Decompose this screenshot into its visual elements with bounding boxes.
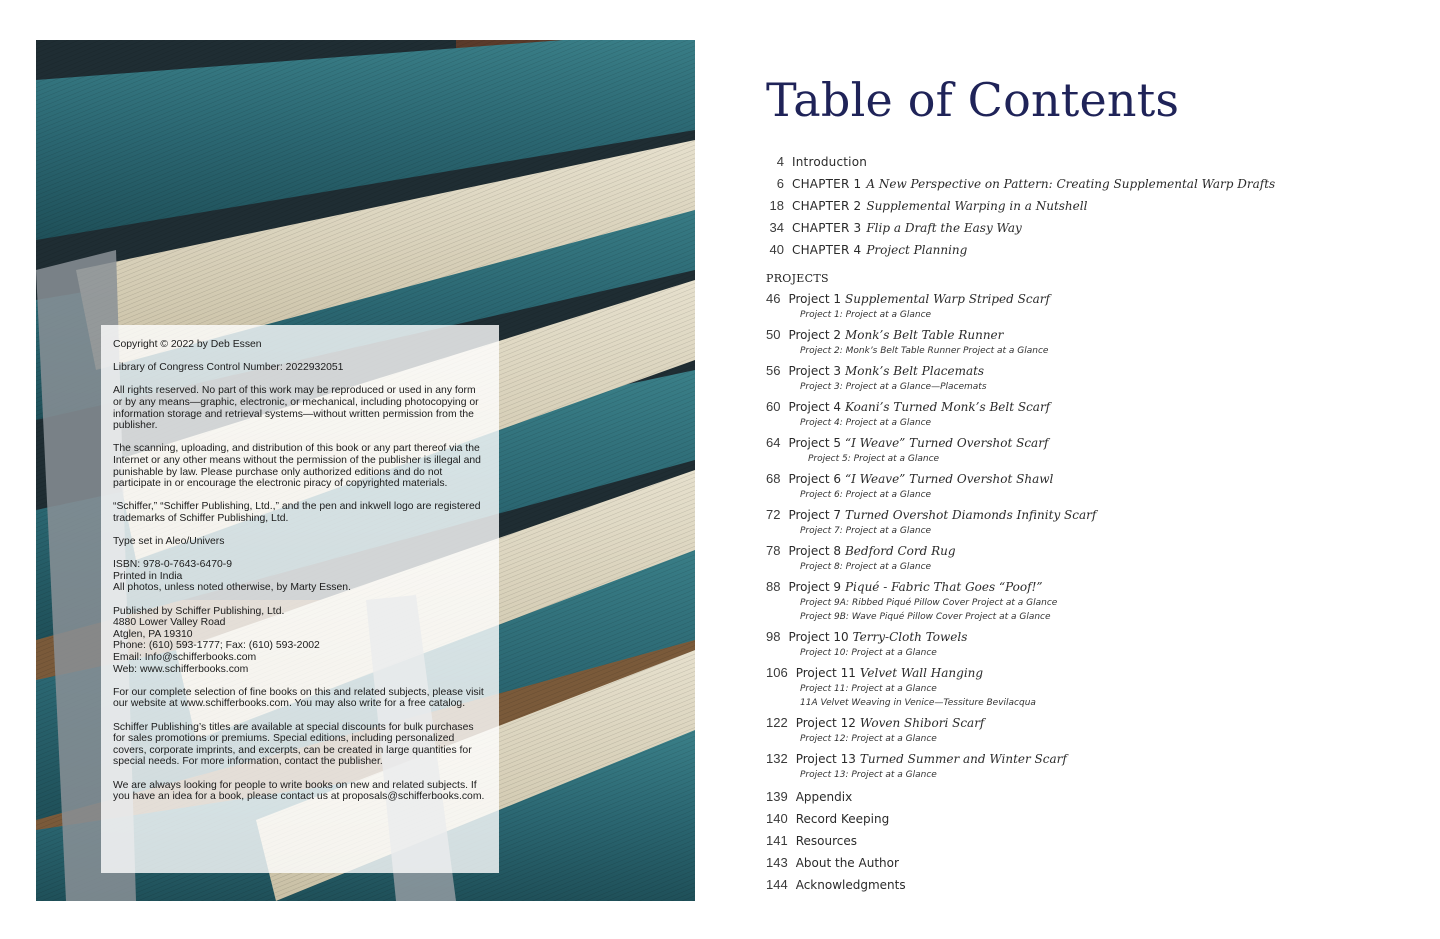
project-title: Turned Overshot Diamonds Infinity Scarf xyxy=(844,508,1097,522)
toc-entry-project-12[interactable] xyxy=(766,714,1406,746)
project-label: Project 5 xyxy=(788,436,841,450)
page-number: 141 xyxy=(766,833,788,848)
project-subentry: Project 11: Project at a Glance xyxy=(800,684,937,694)
toc-entry-appendix[interactable] xyxy=(766,786,1406,808)
rights-reserved-text: All rights reserved. No part of this work may be reproduced or used in any form or by any means—graphic, electronic, or mechanical, including photocopying or information storage and retrieval systems—without written permission from the publisher. xyxy=(113,385,479,432)
projects-heading: PROJECTS xyxy=(766,272,829,285)
back-matter xyxy=(766,786,1406,896)
page-number: 6 xyxy=(776,176,784,191)
toc-entry-project-5[interactable] xyxy=(766,434,1406,466)
project-label: Project 12 xyxy=(795,716,856,730)
page-number: 122 xyxy=(766,715,788,730)
toc-entry-project-6[interactable] xyxy=(766,470,1406,502)
bulk-purchase-note: Schiffer Publishing’s titles are available at special discounts for bulk purchases for sales promotions or premiums. Special editions, including personalized covers, corporate imprints, and excerpts, can be created in large quantities for special needs. For more information, contact the publisher. xyxy=(113,721,474,768)
chapter-label: CHAPTER 4 xyxy=(792,243,862,257)
page-number: 46 xyxy=(766,291,781,306)
project-subentry: Project 8: Project at a Glance xyxy=(800,562,932,572)
project-label: Project 1 xyxy=(788,292,841,306)
project-label: Project 4 xyxy=(788,400,841,414)
entry-label: Record Keeping xyxy=(795,812,890,826)
entry-label: Introduction xyxy=(792,155,868,169)
project-subentry: Project 9B: Wave Piqué Pillow Cover Project at a Glance xyxy=(800,612,1051,622)
toc-entry-chapter-2[interactable] xyxy=(766,195,1406,217)
project-label: Project 10 xyxy=(788,630,849,644)
entry-label: About the Author xyxy=(795,856,899,870)
project-title: Koani’s Turned Monk’s Belt Scarf xyxy=(844,400,1051,414)
project-subentry: Project 12: Project at a Glance xyxy=(800,734,937,744)
entry-label: Acknowledgments xyxy=(795,878,906,892)
page-number: 132 xyxy=(766,751,788,766)
toc-entry-project-11[interactable] xyxy=(766,664,1406,710)
toc-entry-record-keeping[interactable] xyxy=(766,808,1406,830)
page-number: 18 xyxy=(769,198,784,213)
toc-entry-project-8[interactable] xyxy=(766,542,1406,574)
project-subentry: Project 3: Project at a Glance—Placemats xyxy=(800,382,987,392)
page-number: 4 xyxy=(776,154,784,169)
project-title: Monk’s Belt Table Runner xyxy=(844,328,1004,342)
project-subentry: Project 9A: Ribbed Piqué Pillow Cover Project at a Glance xyxy=(800,598,1058,608)
project-label: Project 9 xyxy=(788,580,841,594)
chapter-title: A New Perspective on Pattern: Creating Supplemental Warp Drafts xyxy=(866,177,1276,191)
project-title: “I Weave” Turned Overshot Shawl xyxy=(844,472,1054,486)
toc-entry-resources[interactable] xyxy=(766,830,1406,852)
loc-control-number: Library of Congress Control Number: 2022932051 xyxy=(113,362,344,374)
toc-entry-chapter-3[interactable] xyxy=(766,217,1406,239)
project-label: Project 7 xyxy=(788,508,841,522)
page-number: 40 xyxy=(769,242,784,257)
project-subentry: Project 2: Monk’s Belt Table Runner Project at a Glance xyxy=(800,346,1049,356)
project-subentry: Project 7: Project at a Glance xyxy=(800,526,932,536)
catalog-note: For our complete selection of fine books on this and related subjects, please visit our website at www.schifferbooks.com. You may also write for a free catalog. xyxy=(113,686,484,710)
page-number: 60 xyxy=(766,399,781,414)
project-title: Turned Summer and Winter Scarf xyxy=(859,752,1067,766)
page-number: 64 xyxy=(766,435,781,450)
copyright-line: Copyright © 2022 by Deb Essen xyxy=(113,339,262,350)
project-title: Piqué - Fabric That Goes “Poof!” xyxy=(844,580,1043,594)
chapter-label: CHAPTER 2 xyxy=(792,199,862,213)
project-subentry: Project 4: Project at a Glance xyxy=(800,418,932,428)
project-label: Project 13 xyxy=(795,752,856,766)
page-number: 106 xyxy=(766,665,788,680)
project-subentry: 11A Velvet Weaving in Venice—Tessiture Bevilacqua xyxy=(800,698,1036,708)
publisher-address: Published by Schiffer Publishing, Ltd. 4880 Lower Valley Road Atglen, PA 19310 Phone: (610) 593-1777; Fax: (610) 593-2002 Email: Info@schifferbooks.com Web: www.schifferbooks.com xyxy=(113,605,320,675)
trademark-notice: “Schiffer,” “Schiffer Publishing, Ltd.,” and the pen and inkwell logo are registered trademarks of Schiffer Publishing, Ltd. xyxy=(113,501,481,524)
toc-entry-introduction[interactable] xyxy=(766,151,1406,173)
project-label: Project 11 xyxy=(795,666,856,680)
toc-entry-project-10[interactable] xyxy=(766,628,1406,660)
page-number: 144 xyxy=(766,877,788,892)
project-title: “I Weave” Turned Overshot Scarf xyxy=(844,436,1049,450)
project-subentry: Project 1: Project at a Glance xyxy=(800,310,932,320)
project-subentry: Project 6: Project at a Glance xyxy=(800,490,932,500)
project-title: Monk’s Belt Placemats xyxy=(844,364,985,378)
page-number: 34 xyxy=(769,220,784,235)
toc-entry-project-13[interactable] xyxy=(766,750,1406,782)
toc-entry-project-7[interactable] xyxy=(766,506,1406,538)
page-number: 50 xyxy=(766,327,781,342)
author-call-note: We are always looking for people to write books on new and related subjects. If you have an idea for a book, please contact us at proposals@schifferbooks.com. xyxy=(113,779,485,803)
chapter-title: Supplemental Warping in a Nutshell xyxy=(866,199,1088,213)
page-title: Table of Contents xyxy=(766,73,1180,127)
chapter-title: Project Planning xyxy=(866,243,968,257)
isbn-block: ISBN: 978-0-7643-6470-9 Printed in India All photos, unless noted otherwise, by Marty Essen. xyxy=(113,559,351,594)
typeset-note: Type set in Aleo/Univers xyxy=(113,536,225,548)
toc-entry-project-1[interactable] xyxy=(766,290,1406,322)
project-subentry: Project 10: Project at a Glance xyxy=(800,648,937,658)
page-number: 143 xyxy=(766,855,788,870)
toc-entry-about-author[interactable] xyxy=(766,852,1406,874)
entry-label: Appendix xyxy=(795,790,853,804)
copyright-panel xyxy=(101,325,499,873)
project-label: Project 2 xyxy=(788,328,841,342)
project-title: Woven Shibori Scarf xyxy=(859,716,985,730)
toc-entry-chapter-4[interactable] xyxy=(766,239,1406,261)
toc-entry-project-4[interactable] xyxy=(766,398,1406,430)
toc-entry-acknowledgments[interactable] xyxy=(766,874,1406,896)
page-number: 68 xyxy=(766,471,781,486)
chapter-label: CHAPTER 3 xyxy=(792,221,862,235)
toc-entry-project-3[interactable] xyxy=(766,362,1406,394)
toc-entry-project-2[interactable] xyxy=(766,326,1406,358)
page-number: 72 xyxy=(766,507,781,522)
entry-label: Resources xyxy=(795,834,857,848)
toc-entry-chapter-1[interactable] xyxy=(766,173,1406,195)
project-label: Project 6 xyxy=(788,472,841,486)
page-number: 98 xyxy=(766,629,781,644)
chapter-label: CHAPTER 1 xyxy=(792,177,862,191)
table-of-contents xyxy=(766,70,1406,896)
project-subentry: Project 5: Project at a Glance xyxy=(808,454,940,464)
page-number: 139 xyxy=(766,789,788,804)
project-subentry: Project 13: Project at a Glance xyxy=(800,770,937,780)
project-title: Velvet Wall Hanging xyxy=(859,666,984,680)
page-number: 140 xyxy=(766,811,788,826)
project-title: Terry-Cloth Towels xyxy=(852,630,968,644)
project-label: Project 8 xyxy=(788,544,841,558)
piracy-notice: The scanning, uploading, and distribution of this book or any part thereof via the Internet or any other means without the permission of the publisher is illegal and punishable by law. Please purchase only authorized editions and do not participate in or encourage the electronic piracy of copyrighted materials. xyxy=(113,443,481,490)
project-title: Bedford Cord Rug xyxy=(844,544,956,558)
toc-entry-project-9[interactable] xyxy=(766,578,1406,624)
page-number: 78 xyxy=(766,543,781,558)
project-label: Project 3 xyxy=(788,364,841,378)
project-title: Supplemental Warp Striped Scarf xyxy=(844,292,1050,306)
page-number: 88 xyxy=(766,579,781,594)
chapter-title: Flip a Draft the Easy Way xyxy=(866,221,1022,235)
page-number: 56 xyxy=(766,363,781,378)
